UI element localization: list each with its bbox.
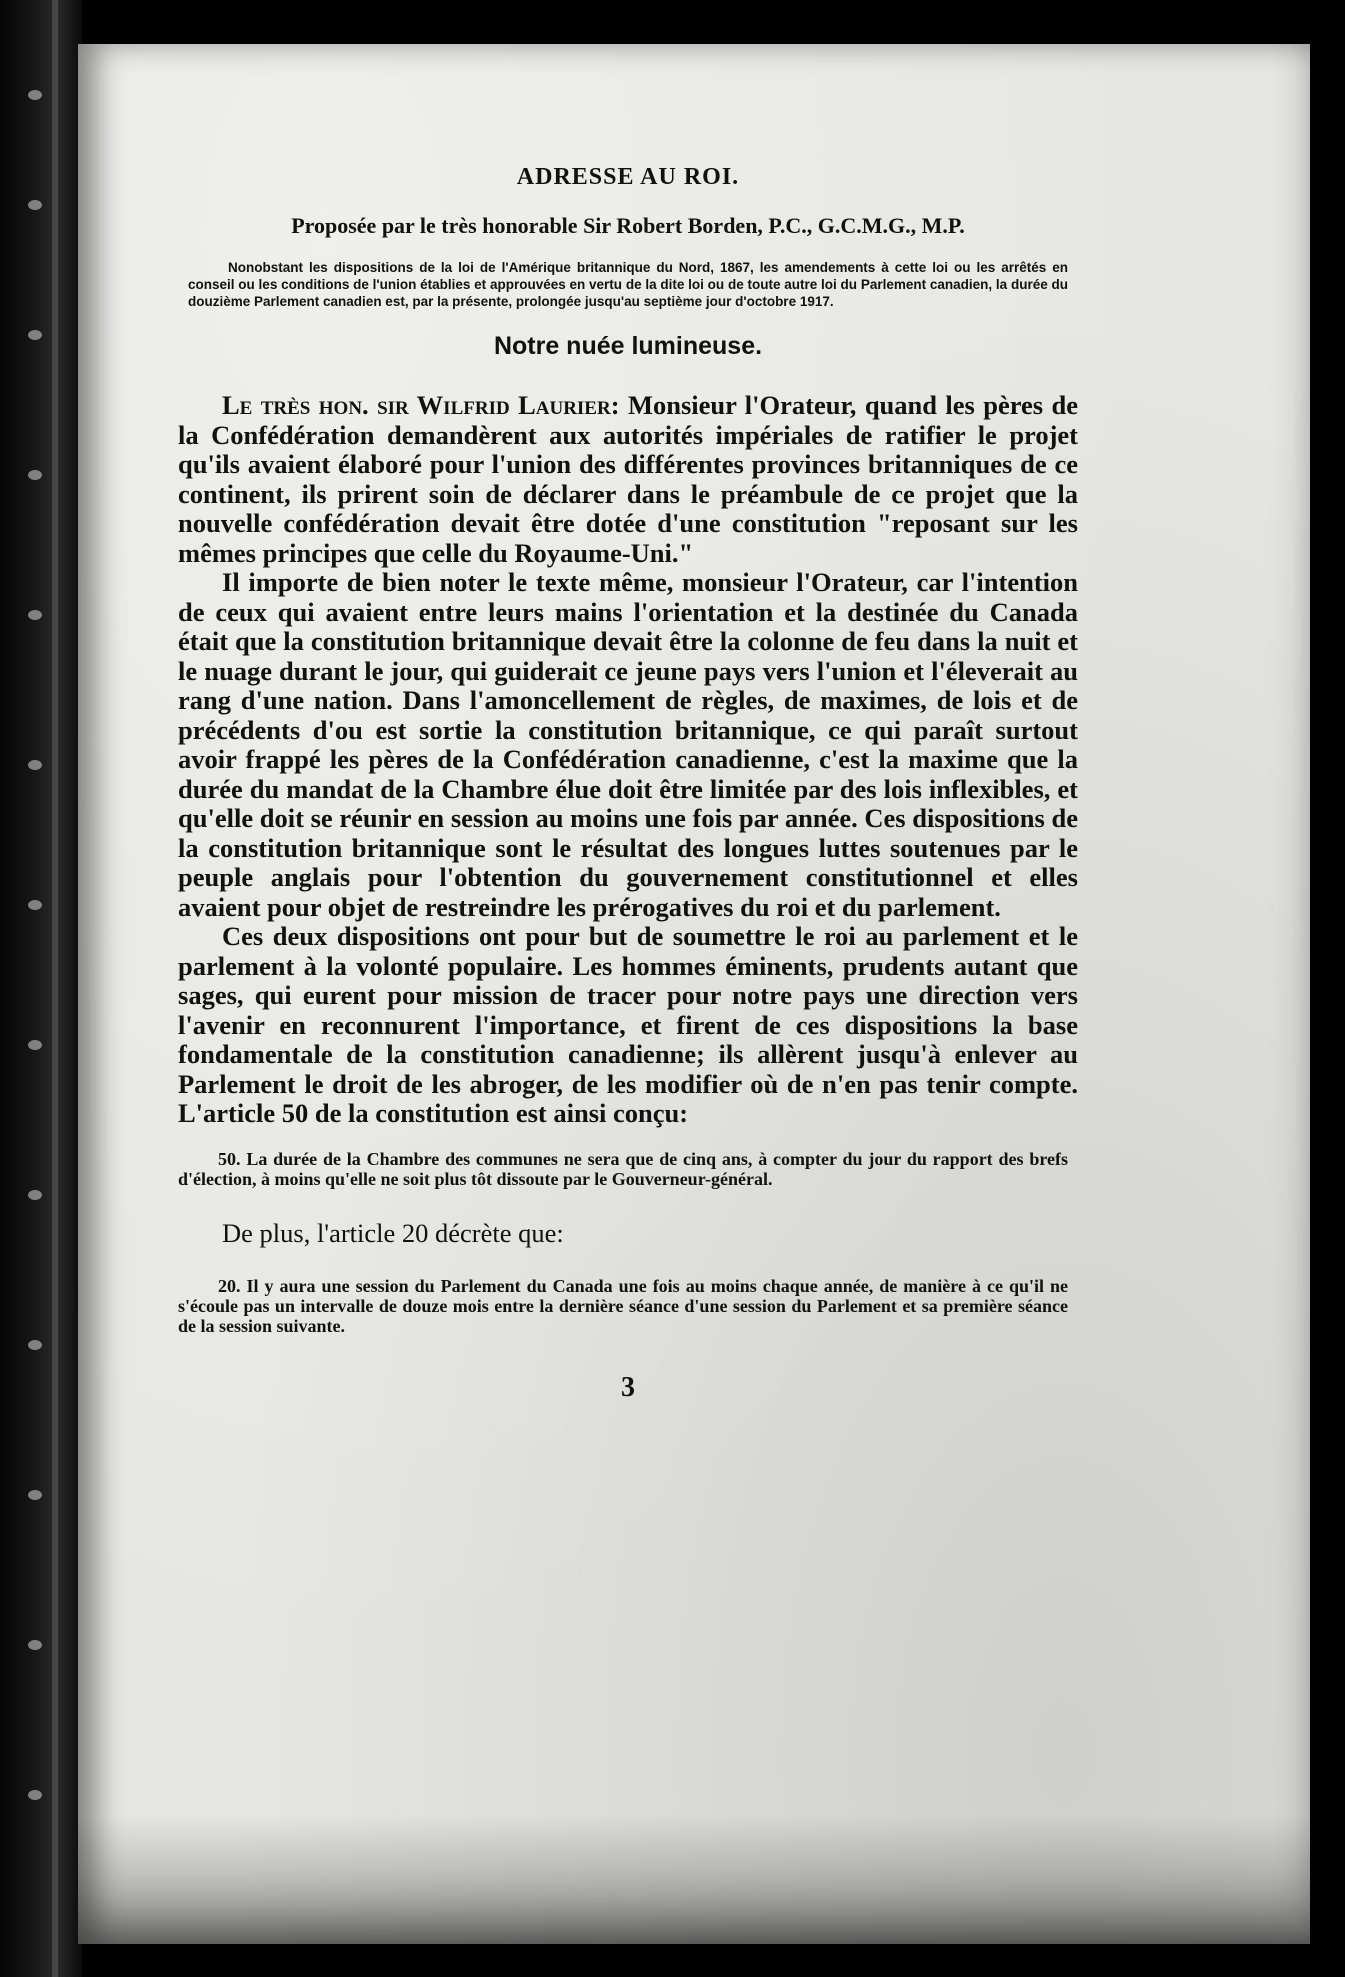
speech-paragraph-1 (178, 391, 1078, 568)
document-page (78, 44, 1310, 1944)
binding-hole (28, 200, 42, 210)
page-shadow (78, 1814, 1310, 1944)
section-subhead: Notre nuée lumineuse. (493, 332, 763, 360)
binding-hole (28, 610, 42, 620)
binding-hole (28, 1490, 42, 1500)
page-heading: ADRESSE AU ROI. (516, 164, 740, 190)
speech-opening: Monsieur l'Orateur, quand les pères de la Confédération demandèrent aux autorités impériales de ratifier le projet qu'ils avaient élaboré pour l'union des différentes provinces britanniques de ce continent, ils prirent soin de déclarer dans le préambule de ce projet que la nouvelle confédération devait être dotée d'une constitution "reposant sur les mêmes principes que celle du Royaume-Uni." (178, 390, 1078, 568)
speaker-name: Le très hon. sir Wilfrid Laurier: (222, 390, 620, 420)
speech-paragraph-3: Ces deux dispositions ont pour but de soumettre le roi au parlement et le parlement à la volonté populaire. Les hommes éminents, prudents autant que sages, qui eurent pour mission de tracer pour notre pays une direction vers l'avenir en reconnurent l'importance, et firent de ces dispositions la base fondamentale de la constitution canadienne; ils allèrent jusqu'à enlever au Parlement le droit de les abroger, de les modifier où de n'en pas tenir compte. L'article 50 de la constitution est ainsi conçu: (178, 921, 1078, 1128)
transition-line: De plus, l'article 20 décrète que: (222, 1217, 564, 1248)
resolution-text: Nonobstant les dispositions de la loi de l'Amérique britannique du Nord, 1867, les amendements à cette loi ou les arrêtés en conseil ou les conditions de l'union établies et approuvées en vertu de la dite loi ou de toute autre loi du Parlement canadien, la durée du douzième Parlement canadien est, par la présente, prolongée jusqu'au septième jour d'octobre 1917. (188, 260, 1068, 309)
binding-hole (28, 330, 42, 340)
page-content (178, 164, 1078, 1432)
binding-hole (28, 1790, 42, 1800)
binding-hole (28, 1040, 42, 1050)
article-20-quote: 20. Il y aura une session du Parlement du Canada une fois au moins chaque année, de manière à ce qu'il ne s'écoule pas un intervalle de douze mois entre la dernière séance d'une session du Parlement et sa première séance de la session suivante. (178, 1276, 1068, 1336)
article-50-quote: 50. La durée de la Chambre des communes ne sera que de cinq ans, à compter du jour du rapport des brefs d'élection, à moins qu'elle ne soit plus tôt dissoute par le Gouverneur-général. (178, 1148, 1068, 1189)
proposer-line: Proposée par le très honorable Sir Robert Borden, P.C., G.C.M.G., M.P. (291, 213, 965, 238)
binding-hole (28, 470, 42, 480)
binding-hole (28, 760, 42, 770)
binding-hole (28, 1340, 42, 1350)
binding-hole (28, 900, 42, 910)
binding-hole (28, 1640, 42, 1650)
book-binding (0, 0, 82, 1977)
binding-hole (28, 1190, 42, 1200)
binding-rail (52, 0, 58, 1977)
speech-paragraph-2: Il importe de bien noter le texte même, monsieur l'Orateur, car l'intention de ceux qui avaient entre leurs mains l'orientation et la destinée du Canada était que la constitution britannique devait être la colonne de feu dans la nuit et le nuage durant le jour, qui guiderait ce jeune pays vers l'union et l'éleverait au rang d'une nation. Dans l'amoncellement de règles, de maximes, de lois et de précédents d'ou est sortie la constitution britannique, ce qui paraît surtout avoir frappé les pères de la Confédération canadienne, c'est la maxime que la durée du mandat de la Chambre élue doit être limitée par des lois inflexibles, et qu'elle doit se réunir en session au moins une fois par année. Ces dispositions de la constitution britannique sont le résultat des longues luttes soutenues par le peuple anglais pour l'obtention du gouvernement constitutionnel et elles avaient pour objet de restreindre les prérogatives du roi et du parlement. (178, 567, 1078, 922)
page-number: 3 (621, 1372, 635, 1403)
binding-hole (28, 90, 42, 100)
